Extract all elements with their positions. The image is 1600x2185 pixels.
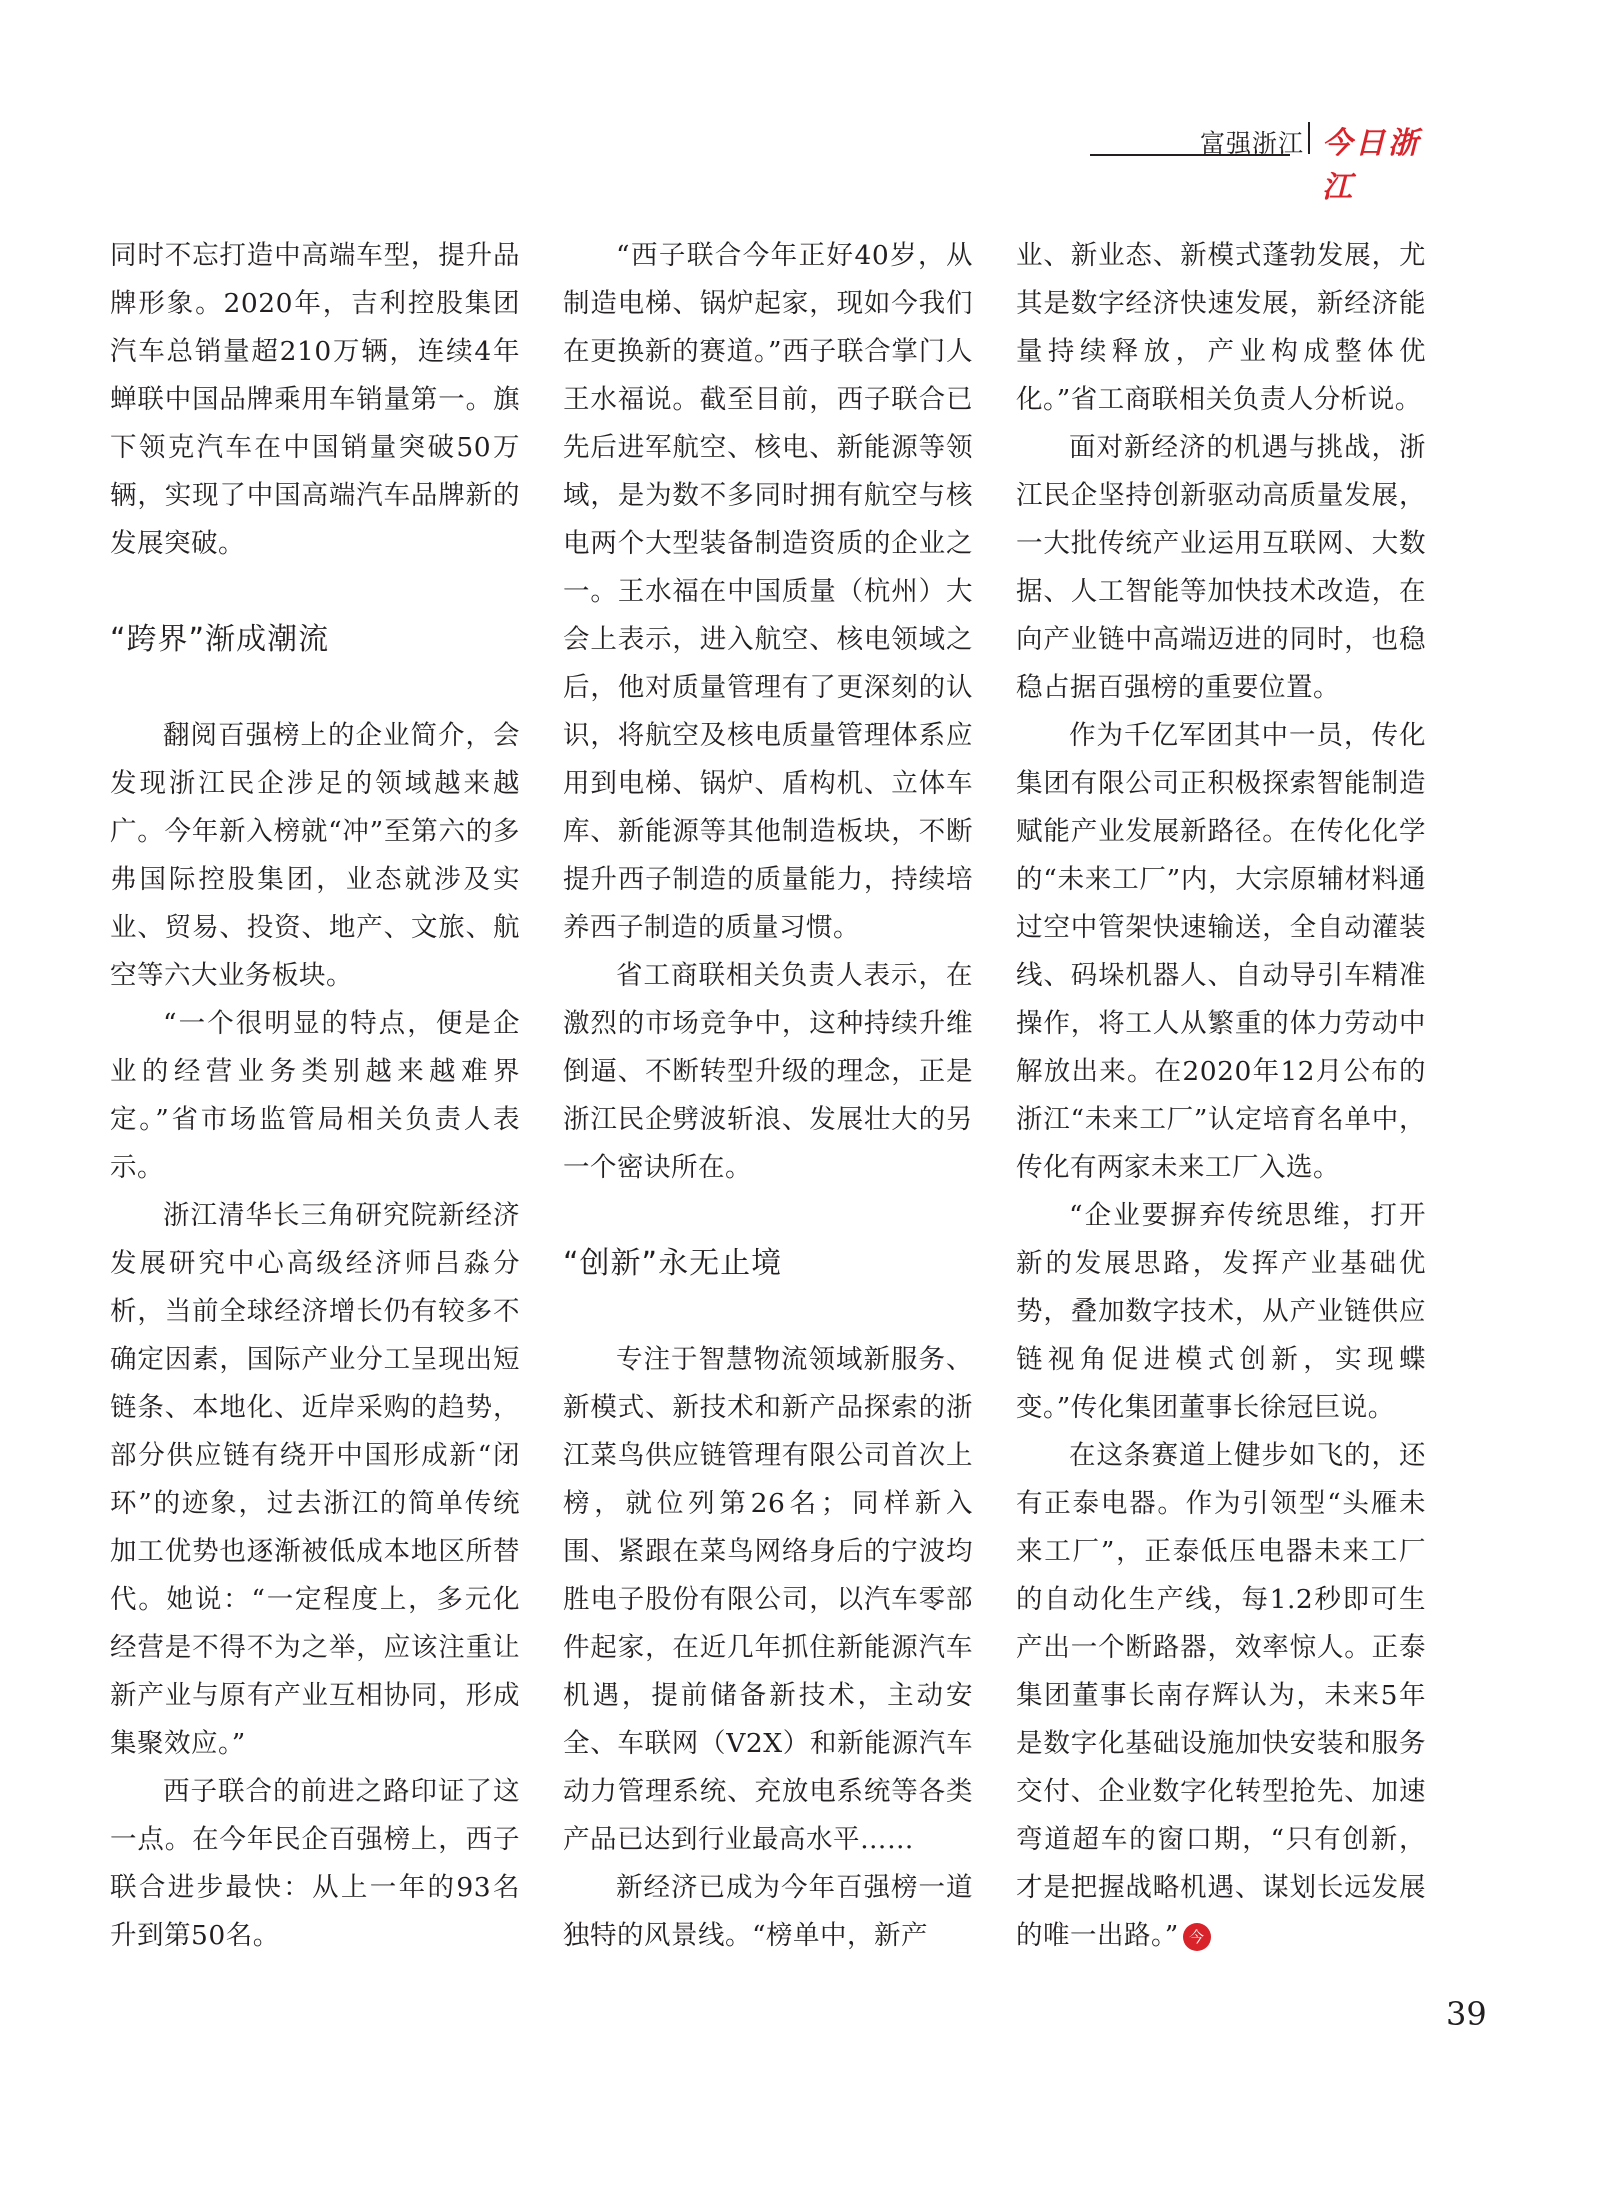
paragraph: 专注于智慧物流领域新服务、新模式、新技术和新产品探索的浙江菜鸟供应链管理有限公司首次上榜，就位列第26名；同样新入围、紧跟在菜鸟网络身后的宁波均胜电子股份有限公司，以汽车零部件起家，在近几年抓住新能源汽车机遇，提前储备新技术，主动安全、车联网（V2X）和新能源汽车动力管理系统、充放电系统等各类产品已达到行业最高水平……	[563, 1344, 973, 1855]
paragraph: 省工商联相关负责人表示，在激烈的市场竞争中，这种持续升维倒逼、不断转型升级的理念，正是浙江民企劈波斩浪、发展壮大的另一个密诀所在。	[563, 960, 973, 1183]
paragraph: “西子联合今年正好40岁，从制造电梯、锅炉起家，现如今我们在更换新的赛道。”西子联合掌门人王水福说。截至目前，西子联合已先后进军航空、核电、新能源等领域，是为数不多同时拥有航空与核电两个大型装备制造资质的企业之一。王水福在中国质量（杭州）大会上表示，进入航空、核电领域之后，他对质量管理有了更深刻的认识，将航空及核电质量管理体系应用到电梯、锅炉、盾构机、立体车库、新能源等其他制造板块，不断提升西子制造的质量能力，持续培养西子制造的质量习惯。	[563, 240, 973, 943]
magazine-logo: 今日浙江	[1322, 126, 1421, 205]
subheading-innovation: “创新”永无止境	[563, 1246, 783, 1281]
column-left	[110, 232, 520, 1960]
paragraph: 新经济已成为今年百强榜一道独特的风景线。“榜单中，新产	[563, 1872, 973, 1951]
paragraph: “企业要摒弃传统思维，打开新的发展思路，发挥产业基础优势，叠加数字技术，从产业链供应链视角促进模式创新，实现蝶变。”传化集团董事长徐冠巨说。	[1016, 1200, 1426, 1423]
paragraph: 作为千亿军团其中一员，传化集团有限公司正积极探索智能制造赋能产业发展新路径。在传化化学的“未来工厂”内，大宗原辅材料通过空中管架快速输送，全自动灌装线、码垛机器人、自动导引车精准操作，将工人从繁重的体力劳动中解放出来。在2020年12月公布的浙江“未来工厂”认定培育名单中，传化有两家未来工厂入选。	[1016, 720, 1426, 1183]
paragraph: 同时不忘打造中高端车型，提升品牌形象。2020年，吉利控股集团汽车总销量超210万辆，连续4年蝉联中国品牌乘用车销量第一。旗下领克汽车在中国销量突破50万辆，实现了中国高端汽车品牌新的发展突破。	[110, 240, 520, 559]
end-mark-icon: 今	[1183, 1923, 1211, 1951]
column-middle	[563, 232, 973, 1960]
section-name: 富强浙江	[1200, 129, 1305, 158]
column-right	[1016, 232, 1426, 1960]
subheading-crossover: “跨界”渐成潮流	[110, 622, 330, 657]
paragraph: “一个很明显的特点，便是企业的经营业务类别越来越难界定。”省市场监管局相关负责人表示。	[110, 1008, 520, 1183]
paragraph: 面对新经济的机遇与挑战，浙江民企坚持创新驱动高质量发展，一大批传统产业运用互联网、大数据、人工智能等加快技术改造，在向产业链中高端迈进的同时，也稳稳占据百强榜的重要位置。	[1016, 432, 1426, 703]
paragraph: 翻阅百强榜上的企业简介，会发现浙江民企涉足的领域越来越广。今年新入榜就“冲”至第六的多弗国际控股集团，业态就涉及实业、贸易、投资、地产、文旅、航空等六大业务板块。	[110, 720, 520, 991]
paragraph-final	[1016, 1432, 1426, 1960]
page-number: 39	[1446, 1995, 1487, 2033]
paragraph-text: 在这条赛道上健步如飞的，还有正泰电器。作为引领型“头雁未来工厂”，正泰低压电器未来工厂的自动化生产线，每1.2秒即可生产出一个断路器，效率惊人。正泰集团董事长南存辉认为，未来5年是数字化基础设施加快安装和服务交付、企业数字化转型抢先、加速弯道超车的窗口期，“只有创新，才是把握战略机遇、谋划长远发展的唯一出路。”	[1016, 1440, 1426, 1951]
paragraph: 业、新业态、新模式蓬勃发展，尤其是数字经济快速发展，新经济能量持续释放，产业构成整体优化。”省工商联相关负责人分析说。	[1016, 240, 1426, 415]
paragraph: 浙江清华长三角研究院新经济发展研究中心高级经济师吕淼分析，当前全球经济增长仍有较多不确定因素，国际产业分工呈现出短链条、本地化、近岸采购的趋势，部分供应链有绕开中国形成新“闭环”的迹象，过去浙江的简单传统加工优势也逐渐被低成本地区所替代。她说：“一定程度上，多元化经营是不得不为之举，应该注重让新产业与原有产业互相协同，形成集聚效应。”	[110, 1200, 520, 1759]
running-header	[1090, 118, 1450, 205]
header-divider	[1308, 122, 1310, 154]
paragraph: 西子联合的前进之路印证了这一点。在今年民企百强榜上，西子联合进步最快：从上一年的93名升到第50名。	[110, 1776, 520, 1951]
